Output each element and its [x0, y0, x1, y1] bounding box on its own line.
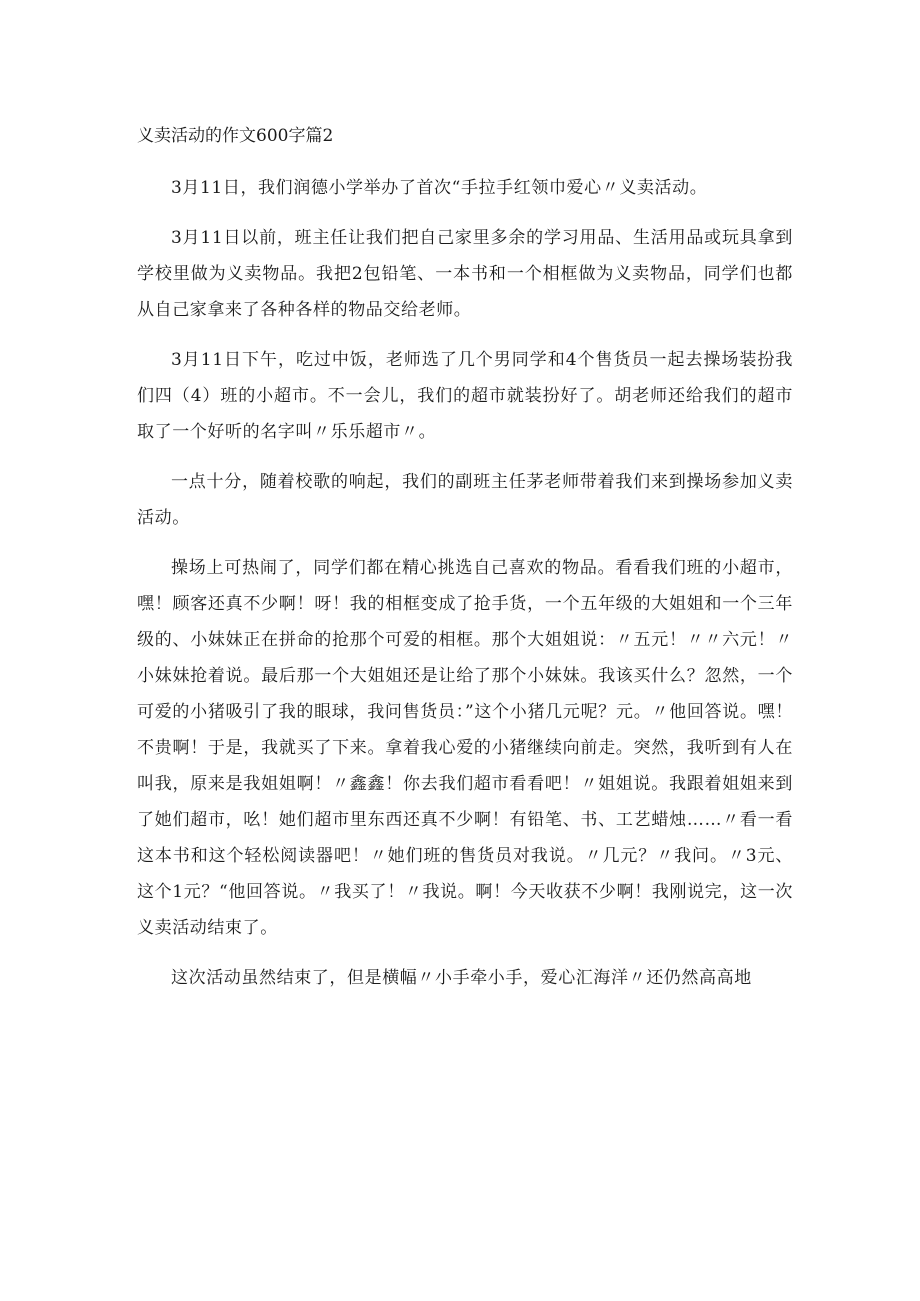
paragraph: 3月11日，我们润德小学举办了首次“手拉手红领巾爱心〃义卖活动。 — [171, 178, 708, 198]
document-title: 义卖活动的作文600字篇2 — [137, 126, 334, 146]
paragraph: 这次活动虽然结束了，但是横幅〃小手牵小手，爱心汇海洋〃还仍然高高地 — [171, 968, 752, 988]
paragraph: 3月11日以前，班主任让我们把自己家里多余的学习用品、生活用品或玩具拿到学校里做为义卖物品。我把2包铅笔、一本书和一个相框做为义卖物品，同学们也都从自己家拿来了各种各样的物品交给老师。 — [137, 228, 793, 320]
paragraph: 一点十分，随着校歌的响起，我们的副班主任茅老师带着我们来到操场参加义卖活动。 — [137, 472, 793, 528]
document-body — [137, 170, 793, 1010]
paragraph: 操场上可热闹了，同学们都在精心挑选自己喜欢的物品。看看我们班的小超市，嘿！顾客还真不少啊！呀！我的相框变成了抢手货，一个五年级的大姐姐和一个三年级的、小妹妹正在拼命的抢那个可爱的相框。那个大姐姐说：〃五元！〃〃六元！〃小妹妹抢着说。最后那一个大姐姐还是让给了那个小妹妹。我该买什么？忽然，一个可爱的小猪吸引了我的眼球，我问售货员：”这个小猪几元呢？元。〃他回答说。嘿！不贵啊！于是，我就买了下来。拿着我心爱的小猪继续向前走。突然，我听到有人在叫我，原来是我姐姐啊！〃鑫鑫！你去我们超市看看吧！〃姐姐说。我跟着姐姐来到了她们超市，吆！她们超市里东西还真不少啊！有铅笔、书、工艺蜡烛……〃看一看这本书和这个轻松阅读器吧！〃她们班的售货员对我说。〃几元？〃我问。〃3元、这个1元？“他回答说。〃我买了！〃我说。啊！今天收获不少啊！我刚说完，这一次义卖活动结束了。 — [137, 558, 793, 938]
paragraph: 3月11日下午，吃过中饭，老师选了几个男同学和4个售货员一起去操场装扮我们四（4）班的小超市。不一会儿，我们的超市就装扮好了。胡老师还给我们的超市取了一个好听的名字叫〃乐乐超市〃。 — [137, 350, 793, 442]
